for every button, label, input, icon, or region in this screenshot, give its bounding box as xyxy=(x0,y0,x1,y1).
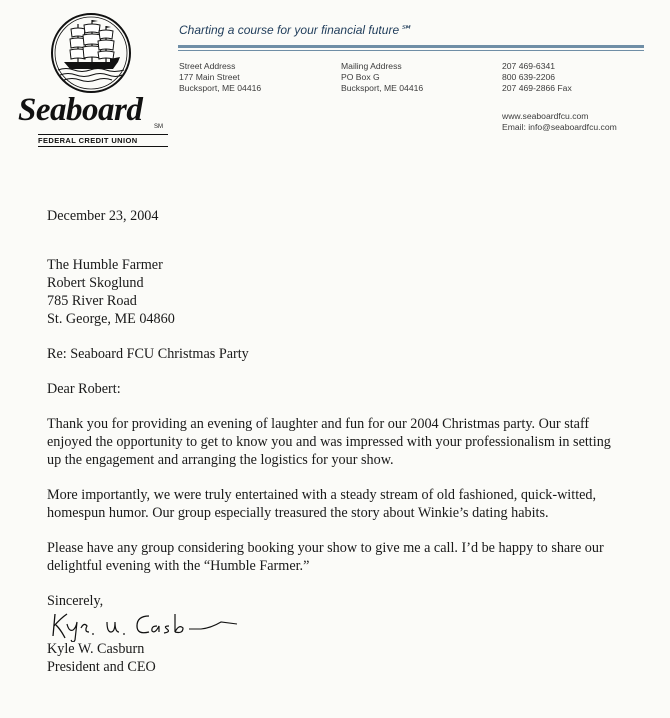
website: www.seaboardfcu.com xyxy=(502,111,589,121)
tagline: Charting a course for your financial future℠ xyxy=(179,23,412,37)
mailing-address-label: Mailing Address xyxy=(341,61,402,71)
seaboard-logo xyxy=(18,12,168,145)
body-paragraph: More importantly, we were truly entertained with a steady stream of old fashioned, quick-witted, homespun humor. Our group especially treasured the story about Winkie’s dating habits. xyxy=(47,487,597,521)
salutation: Dear Robert: xyxy=(47,381,121,397)
brand-subtitle: FEDERAL CREDIT UNION xyxy=(38,134,168,147)
phone-main: 207 469-6341 xyxy=(502,61,556,71)
recipient-line: Robert Skoglund xyxy=(47,275,144,291)
phone-fax: 207 469-2866 Fax xyxy=(502,83,572,93)
letter-date: December 23, 2004 xyxy=(47,208,159,224)
closing: Sincerely, xyxy=(47,593,104,609)
signer-title: President and CEO xyxy=(47,659,156,675)
email: Email: info@seaboardfcu.com xyxy=(502,122,617,132)
brand-service-mark: SM xyxy=(154,124,163,130)
subject-line: Re: Seaboard FCU Christmas Party xyxy=(47,346,249,362)
body-paragraph: Please have any group considering booking your show to give me a call. I’d be happy to share our delightful evening with the “Humble Farmer.” xyxy=(47,540,604,574)
recipient-line: The Humble Farmer xyxy=(47,257,163,273)
signer-block xyxy=(47,640,617,676)
letter-body xyxy=(47,207,617,676)
street-address-label: Street Address xyxy=(179,61,236,71)
mailing-address-line2: Bucksport, ME 04416 xyxy=(341,83,424,93)
brand-name: Seaboard xyxy=(18,92,143,128)
letterhead-rule xyxy=(178,45,644,48)
letterhead-rule-thin xyxy=(178,50,644,51)
signer-name: Kyle W. Casburn xyxy=(47,641,145,657)
ship-emblem-icon xyxy=(50,12,132,94)
mailing-address-block xyxy=(341,61,423,94)
handwritten-signature xyxy=(47,612,617,640)
web-contact-block xyxy=(502,111,617,133)
phone-block xyxy=(502,61,572,94)
recipient-address xyxy=(47,256,617,328)
street-address-line1: 177 Main Street xyxy=(179,72,240,82)
signature-icon xyxy=(51,608,241,642)
recipient-line: St. George, ME 04860 xyxy=(47,311,175,327)
mailing-address-line1: PO Box G xyxy=(341,72,380,82)
phone-tollfree: 800 639-2206 xyxy=(502,72,556,82)
recipient-line: 785 River Road xyxy=(47,293,137,309)
body-paragraph: Thank you for providing an evening of laughter and fun for our 2004 Christmas party. Our staff enjoyed the opportunity to get to know you and was impressed with your professionalism in setting up the engagement and arranging the logistics for your show. xyxy=(47,416,611,468)
street-address-block xyxy=(179,61,261,94)
street-address-line2: Bucksport, ME 04416 xyxy=(179,83,262,93)
